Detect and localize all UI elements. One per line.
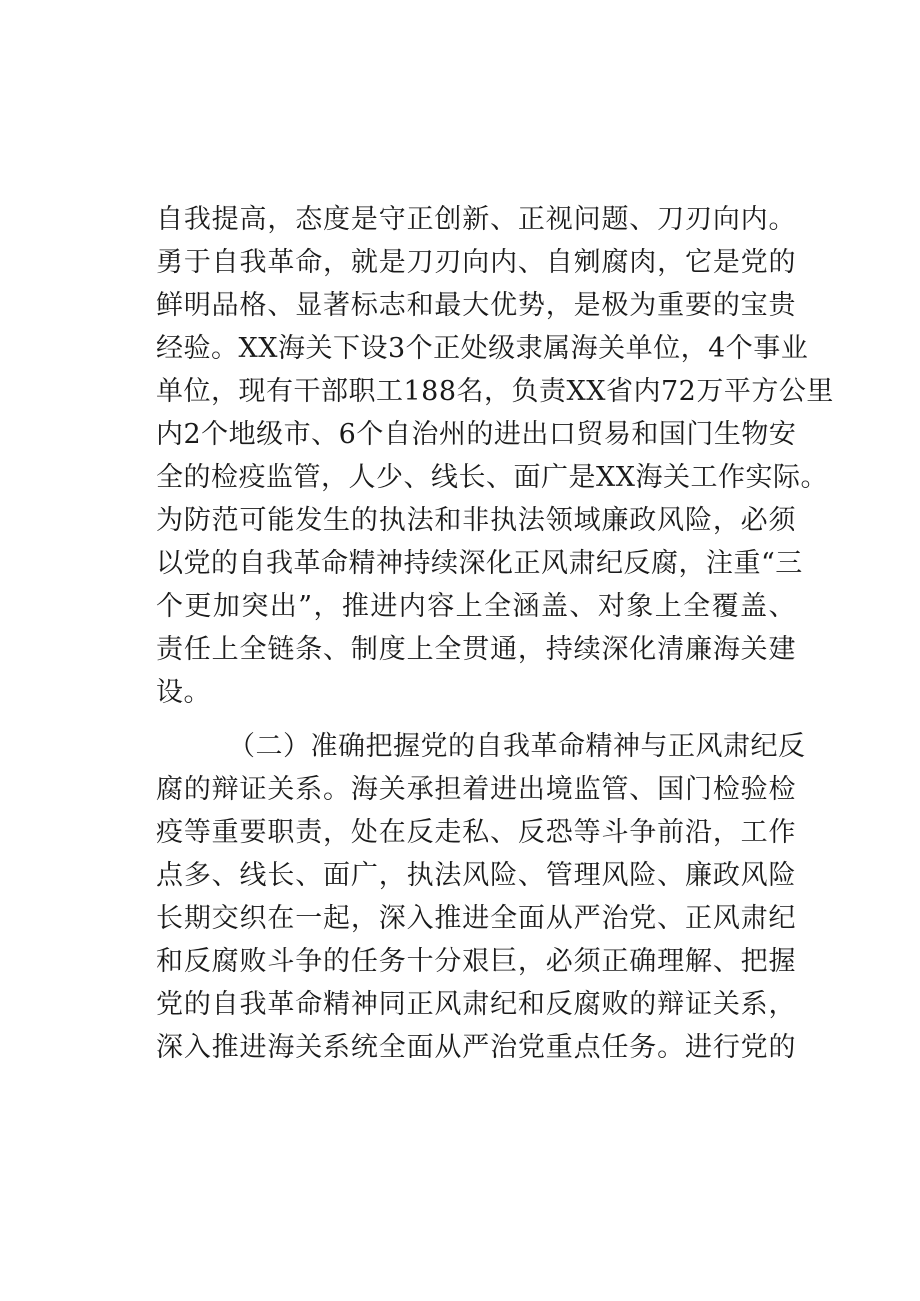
paragraph-line: 内2个地级市、6个自治州的进出口贸易和国门生物安 [156, 419, 797, 450]
paragraph-line: 自我提高，态度是守正创新、正视问题、刀刃向内。 [156, 204, 796, 235]
paragraph-gap [156, 714, 796, 725]
paragraph-line: 点多、线长、面广，执法风险、管理风险、廉政风险 [156, 860, 796, 891]
paragraph-line: 以党的自我革命精神持续深化正风肃纪反腐，注重“三 [156, 548, 803, 579]
paragraph-line: 腐的辩证关系。海关承担着进出境监管、国门检验检 [156, 774, 796, 805]
paragraph-line: 勇于自我革命，就是刀刃向内、自剜腐肉，它是党的 [156, 247, 796, 278]
paragraph-line: 单位，现有干部职工188名，负责XX省内72万平方公里 [156, 376, 834, 407]
paragraph-line: 为防范可能发生的执法和非执法领域廉政风险，必须 [156, 505, 796, 536]
paragraph-line: 个更加突出”，推进内容上全涵盖、对象上全覆盖、 [156, 591, 796, 622]
paragraph-line: 疫等重要职责，处在反走私、反恐等斗争前沿，工作 [156, 817, 796, 848]
paragraph-heading-line: （二）准确把握党的自我革命精神与正风肃纪反 [228, 731, 806, 762]
document-body [156, 198, 834, 1069]
paragraph-line: 全的检疫监管，人少、线长、面广是XX海关工作实际。 [156, 462, 828, 493]
paragraph-line: 鲜明品格、显著标志和最大优势，是极为重要的宝贵 [156, 290, 796, 321]
paragraph-1 [156, 198, 834, 714]
paragraph-line: 和反腐败斗争的任务十分艰巨，必须正确理解、把握 [156, 946, 796, 977]
paragraph-line: 长期交织在一起，深入推进全面从严治党、正风肃纪 [156, 903, 796, 934]
paragraph-line: 责任上全链条、制度上全贯通，持续深化清廉海关建 [156, 634, 796, 665]
paragraph-line: 经验。XX海关下设3个正处级隶属海关单位，4个事业 [156, 333, 809, 364]
paragraph-2 [156, 725, 806, 1069]
paragraph-line: 党的自我革命精神同正风肃纪和反腐败的辩证关系， [156, 989, 796, 1020]
paragraph-line: 设。 [156, 677, 211, 708]
paragraph-line: 深入推进海关系统全面从严治党重点任务。进行党的 [156, 1032, 796, 1063]
